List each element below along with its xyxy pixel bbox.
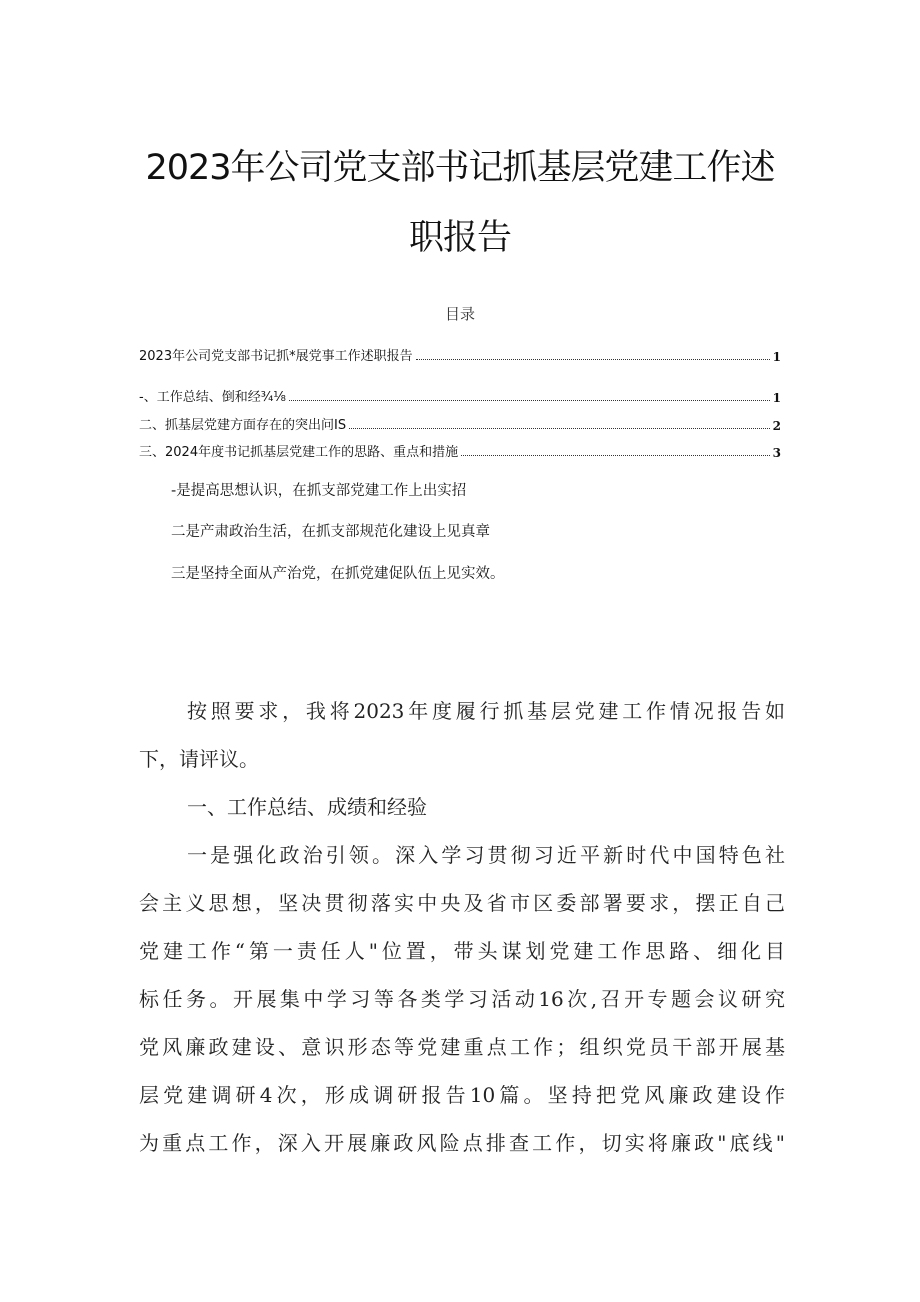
section-heading: 一、工作总结、成绩和经验 xyxy=(187,795,427,819)
toc-entry[interactable] xyxy=(139,385,781,405)
toc-page-number: 3 xyxy=(772,446,781,460)
toc-sub-entry[interactable]: 三是坚持全面从产治党，在抓党建促队伍上见实效。 xyxy=(171,566,505,582)
toc-entry[interactable] xyxy=(139,413,781,433)
toc-entry-label: 三、2024年度书记抓基层党建工作的思路、重点和措施 xyxy=(139,445,459,460)
toc-leader-dots xyxy=(416,358,770,360)
body-line: 按照要求，我将2023年度履行抓基层党建工作情况报告如 xyxy=(187,699,785,723)
body-line: 标任务。开展集中学习等各类学习活动16次,召开专题会议研究 xyxy=(139,987,785,1011)
body-line: 层党建调研4次，形成调研报告10篇。坚持把党风廉政建设作 xyxy=(139,1083,785,1107)
body-line: 党风廉政建设、意识形态等党建重点工作；组织党员干部开展基 xyxy=(139,1035,785,1059)
body-line: 一是强化政治引领。深入学习贯彻习近平新时代中国特色社 xyxy=(187,843,785,867)
toc-heading: 目录 xyxy=(444,305,475,323)
toc-leader-dots xyxy=(289,399,770,401)
toc-leader-dots xyxy=(461,454,770,456)
toc-page-number: 1 xyxy=(772,391,781,405)
toc-page-number: 2 xyxy=(772,419,781,433)
document-title-line-1: 2023年公司党支部书记抓基层党建工作述 xyxy=(145,148,775,188)
toc-entry[interactable] xyxy=(139,344,781,364)
body-line: 会主义思想，坚决贯彻落实中央及省市区委部署要求，摆正自己 xyxy=(139,891,785,915)
body-line: 下，请评议。 xyxy=(139,747,259,771)
toc-entry[interactable] xyxy=(139,440,781,460)
toc-entry-label: 二、抓基层党建方面存在的突出问IS xyxy=(139,418,347,433)
toc-sub-entry[interactable]: -是提高思想认识，在抓支部党建工作上出实招 xyxy=(171,483,467,499)
body-line: 党建工作“第一责任人"位置，带头谋划党建工作思路、细化目 xyxy=(139,939,785,963)
toc-leader-dots xyxy=(349,427,770,429)
document-title-line-2: 职报告 xyxy=(408,218,511,258)
toc-page-number: 1 xyxy=(772,350,781,364)
toc-entry-label: 2023年公司党支部书记抓*展党事工作述职报告 xyxy=(139,349,413,364)
toc-sub-entry[interactable]: 二是产肃政治生活，在抓支部规范化建设上见真章 xyxy=(171,524,490,540)
toc-entry-label: -、工作总结、倒和经¾⅛ xyxy=(139,390,286,405)
body-line: 为重点工作，深入开展廉政风险点排查工作，切实将廉政"底线" xyxy=(139,1131,785,1155)
